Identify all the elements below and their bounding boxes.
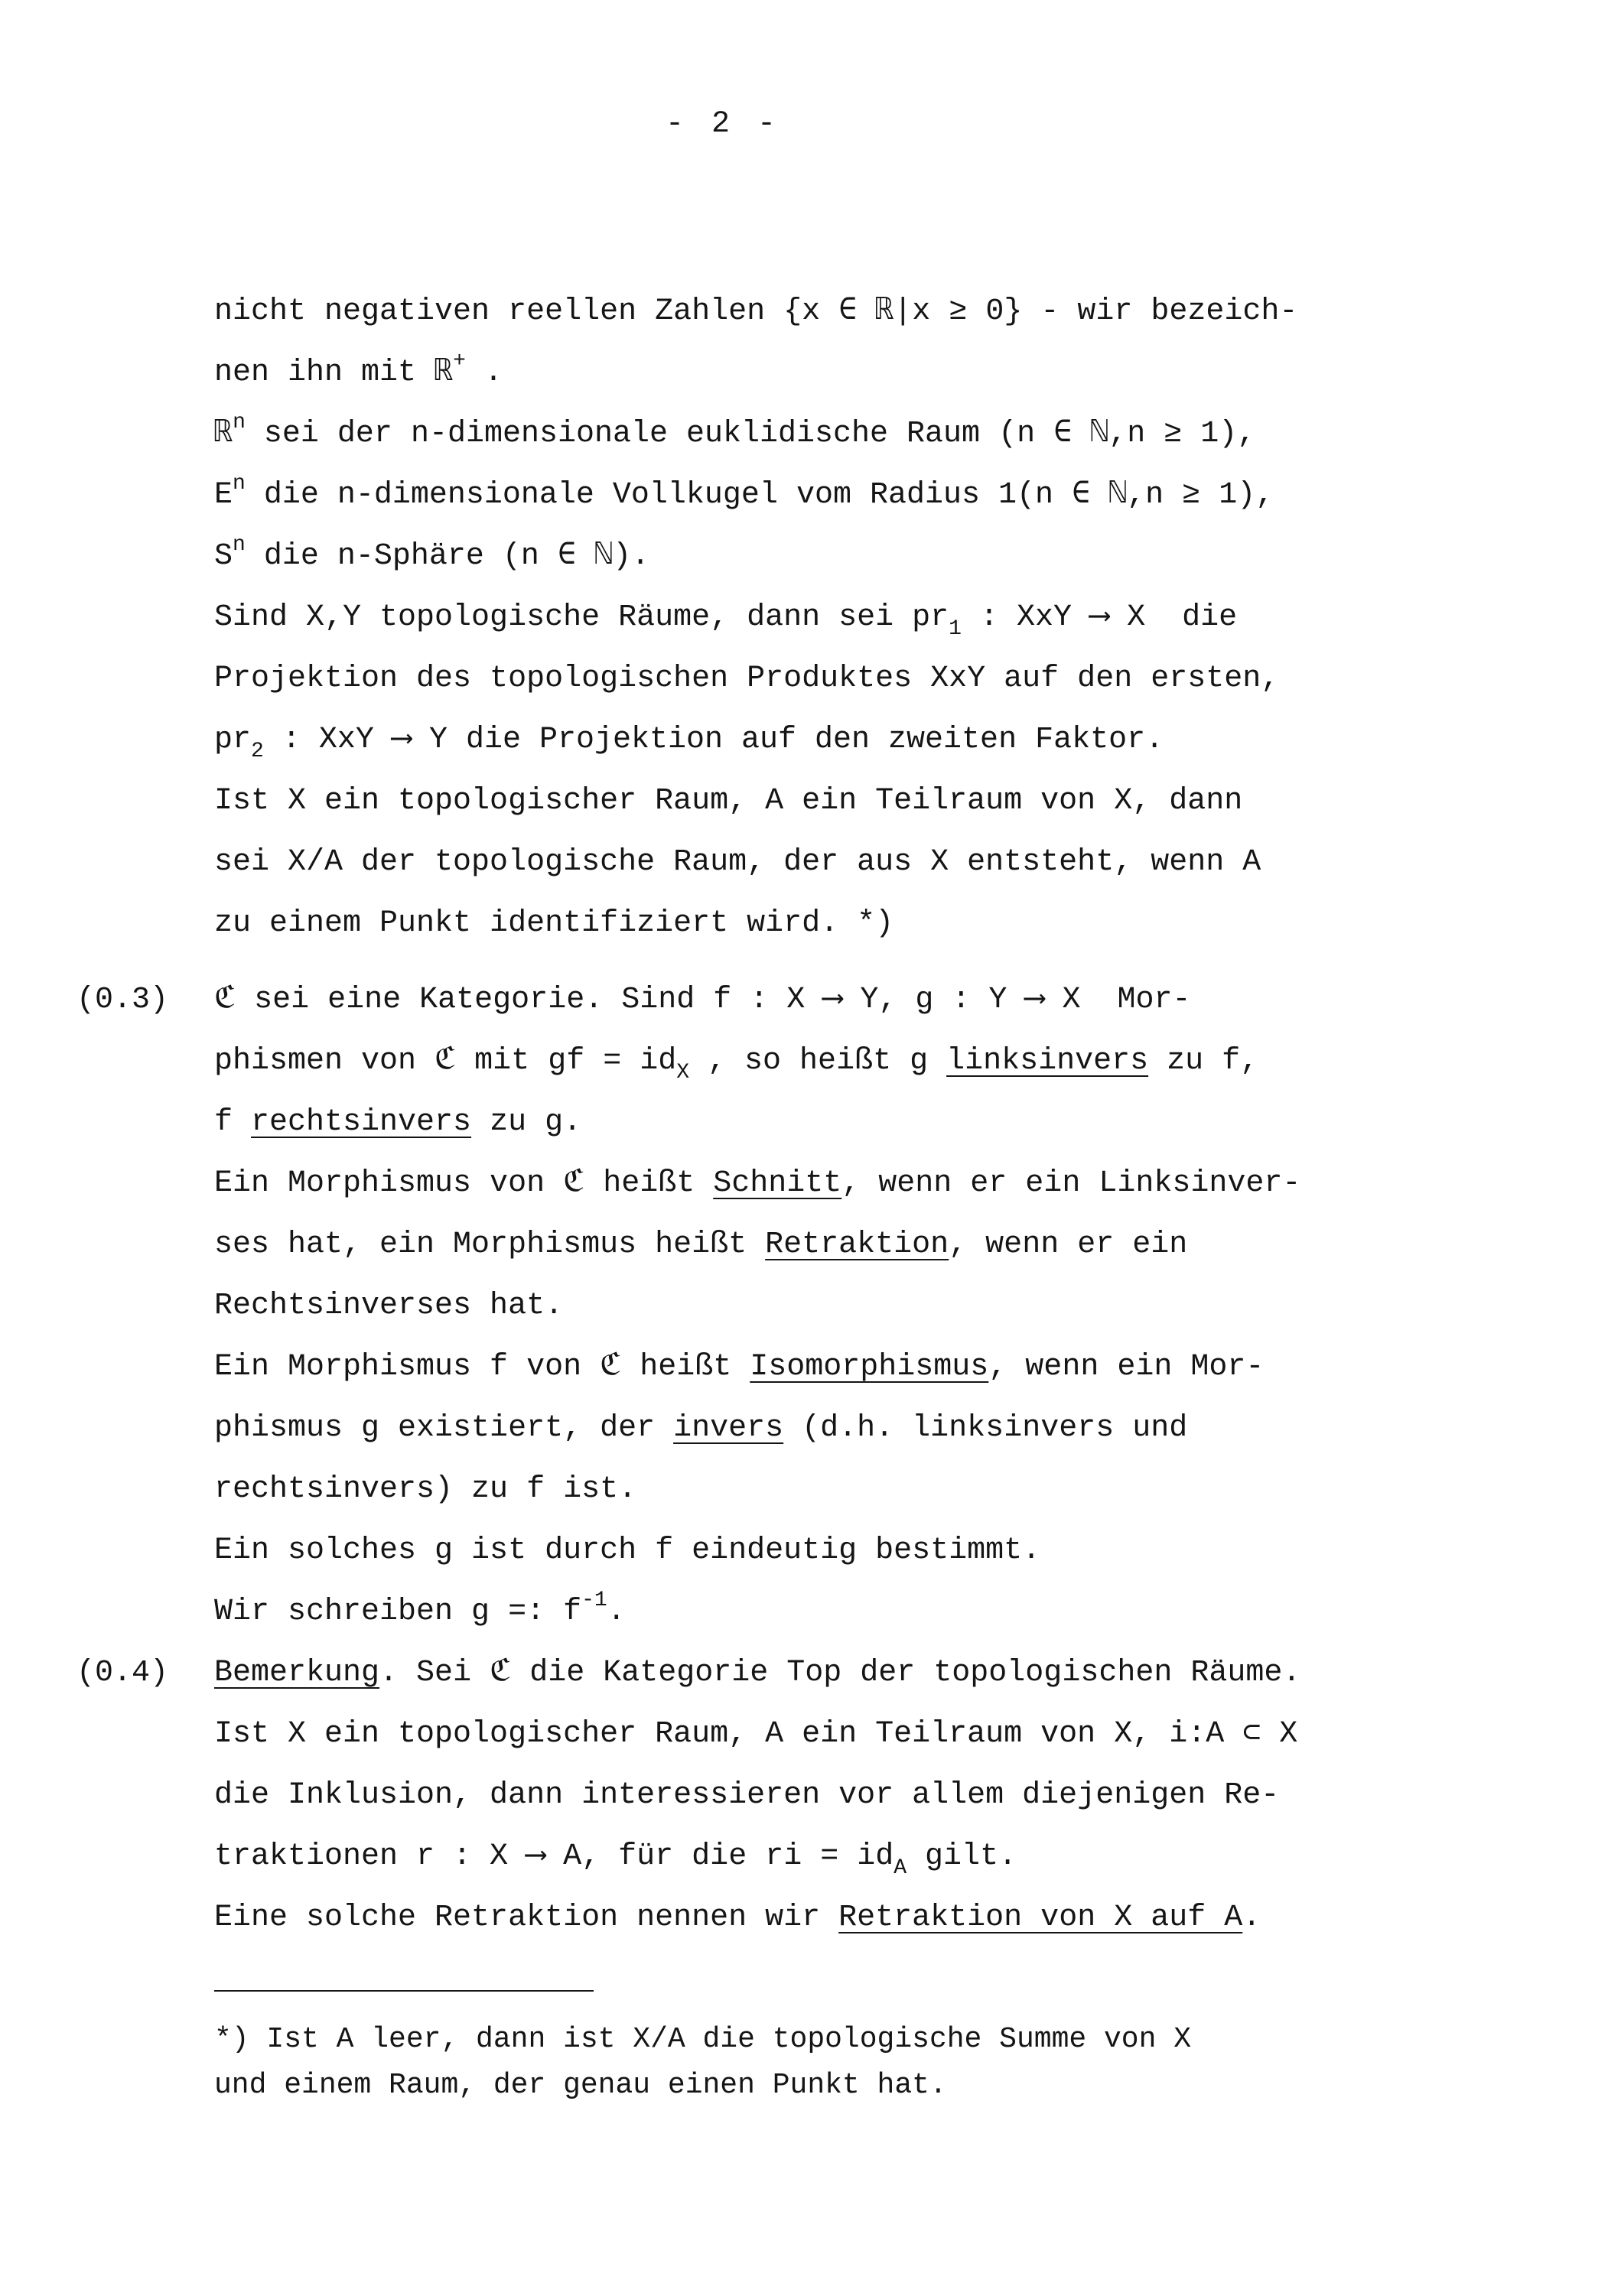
text-line: ℝ$^n$ sei der n-dimensionale euklidische Raum (n ∈ ℕ,n ≥ 1), (214, 411, 1256, 451)
footnote-line: und einem Raum, der genau einen Punkt hat. (214, 2069, 947, 2102)
text-line: $E^n$ die n-dimensionale Vollkugel vom Radius 1(n ∈ ℕ,n ≥ 1), (214, 472, 1274, 512)
text-line: Bemerkung. Sei ℭ die Kategorie Top der topologischen Räume. (214, 1656, 1301, 1690)
section-label-0-3: (0.3) (76, 983, 169, 1017)
text-line: Wir schreiben g =: $f^{-1}$. (214, 1589, 626, 1629)
text-line: Ein solches g ist durch f eindeutig bestimmt. (214, 1533, 1041, 1568)
term-isomorphismus: Isomorphismus (750, 1350, 989, 1384)
text-line: ses hat, ein Morphismus heißt Retraktion, wenn er ein (214, 1228, 1188, 1262)
text-line: Projektion des topologischen Produktes XxY auf den ersten, (214, 662, 1280, 696)
text-line: nen ihn mit ℝ+ . (214, 350, 503, 390)
text-line: Sind X,Y topologische Räume, dann sei $pr_1$ : XxY ⟶ X die (214, 600, 1238, 641)
text-line: f rechtsinvers zu g. (214, 1105, 582, 1140)
text-line: sei X/A der topologische Raum, der aus X entsteht, wenn A (214, 845, 1261, 880)
section-label-0-4: (0.4) (76, 1656, 169, 1690)
footnote-divider (214, 1990, 594, 1992)
text-line: $pr_2$ : XxY ⟶ Y die Projektion auf den zweiten Faktor. (214, 723, 1164, 763)
text-line: Eine solche Retraktion nennen wir Retraktion von X auf A. (214, 1901, 1261, 1935)
text-line: phismen von ℭ mit gf = $id_X$ , so heißt g linksinvers zu f, (214, 1044, 1259, 1085)
text-line: Ist X ein topologischer Raum, A ein Teilraum von X, i:A ⊂ X (214, 1717, 1298, 1751)
text-line: zu einem Punkt identifiziert wird. *) (214, 906, 894, 941)
term-retraktion-von-x-auf-a: Retraktion von X auf A (838, 1901, 1243, 1935)
page-number: - 2 - (666, 107, 781, 141)
text-line: Ein Morphismus von ℭ heißt Schnitt, wenn er ein Linksinver- (214, 1166, 1301, 1201)
footnote-line: *) Ist A leer, dann ist X/A die topologische Summe von X (214, 2023, 1192, 2056)
term-bemerkung: Bemerkung (214, 1656, 380, 1690)
term-retraktion: Retraktion (765, 1228, 949, 1262)
text-line: phismus g existiert, der invers (d.h. linksinvers und (214, 1411, 1188, 1446)
term-linksinvers: linksinvers (946, 1044, 1149, 1078)
text-line: $S^n$ die n-Sphäre (n ∈ ℕ). (214, 533, 650, 574)
text-line: Ein Morphismus f von ℭ heißt Isomorphismus, wenn ein Mor- (214, 1350, 1265, 1384)
text-line: Ist X ein topologischer Raum, A ein Teilraum von X, dann (214, 784, 1243, 818)
text-line: rechtsinvers) zu f ist. (214, 1472, 637, 1507)
term-invers: invers (673, 1411, 784, 1446)
text-line: ℭ sei eine Kategorie. Sind f : X ⟶ Y, g : Y ⟶ X Mor- (214, 983, 1191, 1017)
text-line: traktionen r : X ⟶ A, für die ri = $id_A$ gilt. (214, 1839, 1017, 1880)
text-line: nicht negativen reellen Zahlen {x ∈ ℝ|x ≥ 0} - wir bezeich- (214, 294, 1298, 329)
text-line: Rechtsinverses hat. (214, 1289, 564, 1323)
term-rechtsinvers: rechtsinvers (251, 1105, 472, 1140)
text-line: die Inklusion, dann interessieren vor allem diejenigen Re- (214, 1778, 1280, 1813)
term-schnitt: Schnitt (713, 1166, 842, 1201)
